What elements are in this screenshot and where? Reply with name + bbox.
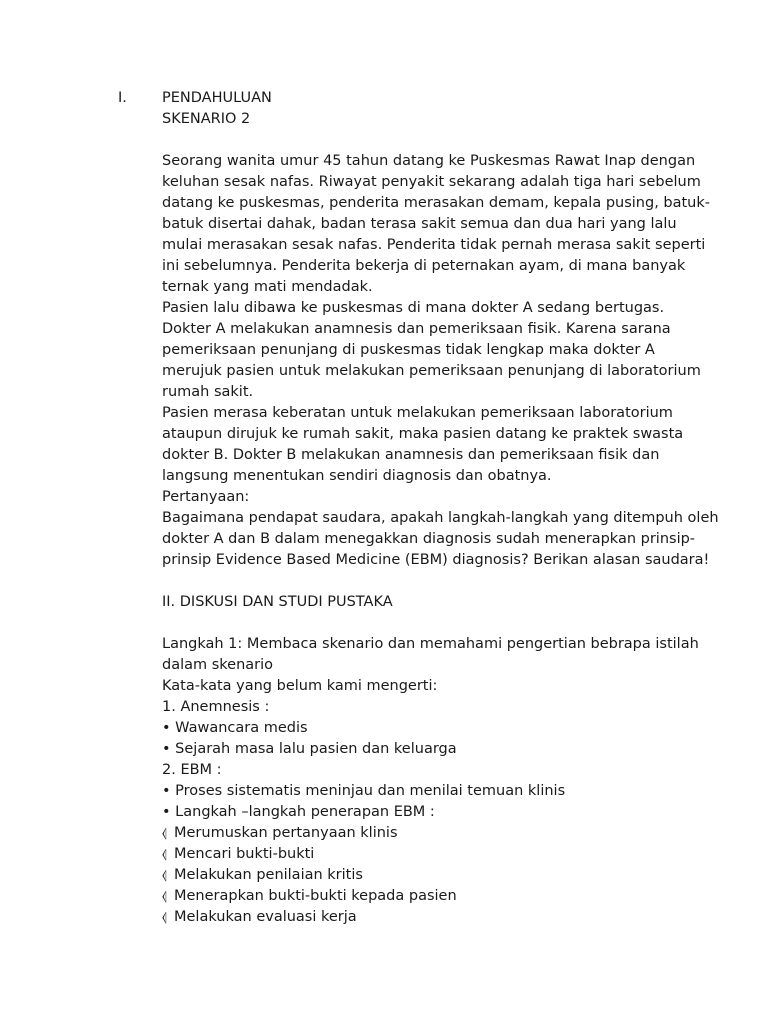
list-item: 2. EBM : — [162, 762, 222, 778]
text-line: rumah sakit. — [162, 384, 254, 400]
text-line: datang ke puskesmas, penderita merasakan demam, kepala pusing, batuk- — [162, 195, 711, 211]
spacer — [162, 571, 722, 592]
text-line: Pasien merasa keberatan untuk melakukan pemeriksaan laboratorium — [162, 405, 673, 421]
text-line: Seorang wanita umur 45 tahun datang ke Puskesmas Rawat Inap dengan — [162, 153, 696, 169]
text-line: merujuk pasien untuk melakukan pemeriksaan penunjang di laboratorium — [162, 363, 701, 379]
ebm-step-text: Mencari bukti-bukti — [174, 846, 315, 862]
text-line: batuk disertai dahak, badan terasa sakit semua dan dua hari yang lalu — [162, 216, 677, 232]
scenario-paragraph — [162, 151, 722, 571]
text-line: prinsip Evidence Based Medicine (EBM) diagnosis? Berikan alasan saudara! — [162, 552, 710, 568]
text-line: langsung menentukan sendiri diagnosis dan obatnya. — [162, 468, 552, 484]
text-line: dalam skenario — [162, 657, 274, 673]
text-line: dokter A dan B dalam menegakkan diagnosis sudah menerapkan prinsip- — [162, 531, 696, 547]
bullet-item: • Langkah –langkah penerapan EBM : — [162, 804, 435, 820]
document-body — [162, 151, 722, 928]
bracket-marker: ⦉ — [162, 847, 167, 862]
ebm-step-item — [162, 844, 722, 865]
ebm-step-text: Melakukan evaluasi kerja — [174, 909, 357, 925]
ebm-step-item — [162, 886, 722, 907]
text-line: Pasien lalu dibawa ke puskesmas di mana dokter A sedang bertugas. — [162, 300, 665, 316]
ebm-step-text: Merumuskan pertanyaan klinis — [174, 825, 398, 841]
section-title-text: PENDAHULUAN — [162, 90, 272, 106]
text-line: ini sebelumnya. Penderita bekerja di peternakan ayam, di mana banyak — [162, 258, 686, 274]
bullet-item: • Wawancara medis — [162, 720, 308, 736]
bracket-marker: ⦉ — [162, 868, 167, 883]
ebm-step-item — [162, 823, 722, 844]
bullet-item: • Proses sistematis meninjau dan menilai temuan klinis — [162, 783, 566, 799]
ebm-step-item — [162, 865, 722, 886]
step-1-block — [162, 634, 722, 823]
bracket-marker: ⦉ — [162, 910, 167, 925]
bracket-marker: ⦉ — [162, 826, 167, 841]
text-line: pemeriksaan penunjang di puskesmas tidak lengkap maka dokter A — [162, 342, 655, 358]
section-title — [162, 88, 272, 130]
scenario-title: SKENARIO 2 — [162, 111, 251, 127]
ebm-step-item — [162, 907, 722, 928]
text-line: ataupun dirujuk ke rumah sakit, maka pasien datang ke praktek swasta — [162, 426, 684, 442]
text-line: keluhan sesak nafas. Riwayat penyakit sekarang adalah tiga hari sebelum — [162, 174, 701, 190]
text-line: Kata-kata yang belum kami mengerti: — [162, 678, 438, 694]
text-line: ternak yang mati mendadak. — [162, 279, 373, 295]
section-number: I. — [118, 90, 127, 106]
text-line: Bagaimana pendapat saudara, apakah langkah-langkah yang ditempuh oleh — [162, 510, 719, 526]
spacer — [162, 613, 722, 634]
text-line: dokter B. Dokter B melakukan anamnesis dan pemeriksaan fisik dan — [162, 447, 660, 463]
bracket-marker: ⦉ — [162, 889, 167, 904]
list-item: 1. Anemnesis : — [162, 699, 270, 715]
bullet-item: • Sejarah masa lalu pasien dan keluarga — [162, 741, 457, 757]
question-label: Pertanyaan: — [162, 489, 250, 505]
ebm-steps-list — [162, 823, 722, 928]
ebm-step-text: Melakukan penilaian kritis — [174, 867, 363, 883]
ebm-step-text: Menerapkan bukti-bukti kepada pasien — [174, 888, 457, 904]
text-line: Dokter A melakukan anamnesis dan pemeriksaan fisik. Karena sarana — [162, 321, 671, 337]
section-2-heading: II. DISKUSI DAN STUDI PUSTAKA — [162, 594, 393, 610]
text-line: mulai merasakan sesak nafas. Penderita tidak pernah merasa sakit seperti — [162, 237, 706, 253]
text-line: Langkah 1: Membaca skenario dan memahami pengertian bebrapa istilah — [162, 636, 699, 652]
